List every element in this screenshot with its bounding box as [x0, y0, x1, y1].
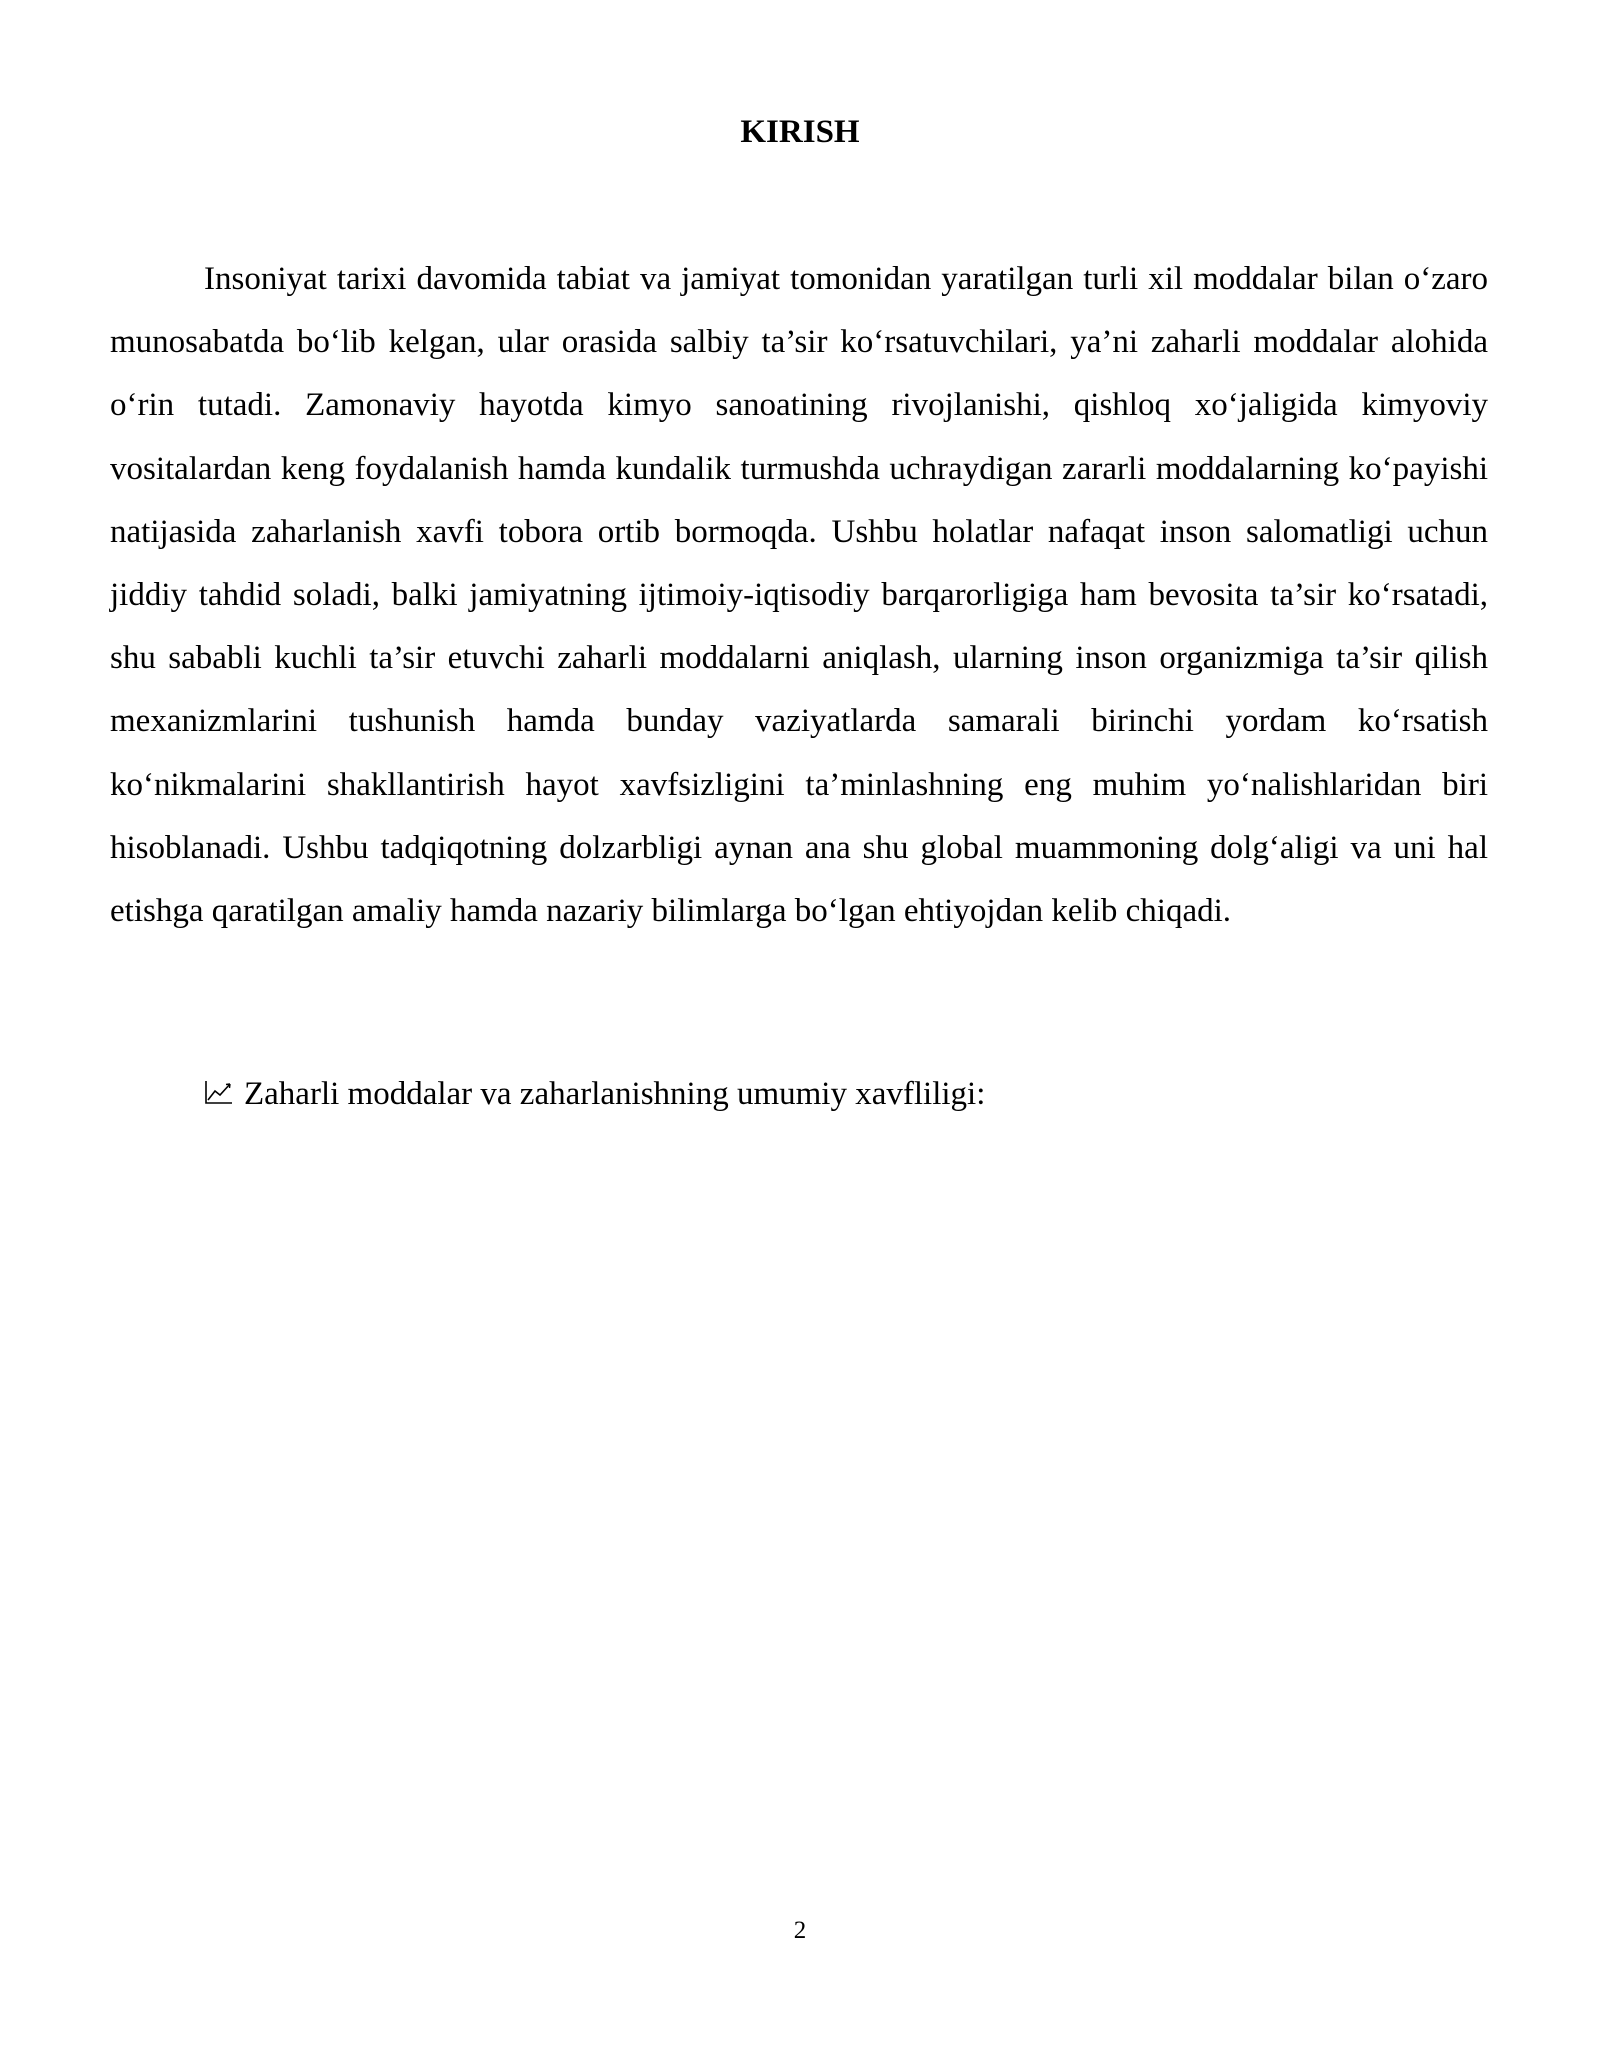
chart-increasing-icon [204, 1064, 234, 1090]
section-heading: KIRISH [740, 114, 860, 150]
bullet-item [204, 1063, 1488, 1126]
page-number: 2 [793, 1917, 807, 1944]
intro-paragraph: Insoniyat tarixi davomida tabiat va jamiyat tomonidan yaratilgan turli xil moddalar bilan o‘zaro munosabatda bo‘lib kelgan, ular orasida salbiy ta’sir ko‘rsatuvchilari, ya’ni zaharli moddalar alohida o‘rin tutadi. Zamonaviy hayotda kimyo sanoatining rivojlanishi, qishloq xo‘jaligida kimyoviy vositalardan keng foydalanish hamda kundalik turmushda uchraydigan zararli moddalarning ko‘payishi natijasida zaharlanish xavfi tobora ortib bormoqda. Ushbu holatlar nafaqat inson salomatligi uchun jiddiy tahdid soladi, balki jamiyatning ijtimoiy-iqtisodiy barqarorligiga ham bevosita ta’sir ko‘rsatadi, shu sababli kuchli ta’sir etuvchi zaharli moddalarni aniqlash, ularning inson organizmiga ta’sir qilish mexanizmlarini tushunish hamda bunday vaziyatlarda samarali birinchi yordam ko‘rsatish ko‘nikmalarini shakllantirish hayot xavfsizligini ta’minlashning eng muhim yo‘nalishlaridan biri hisoblanadi. Ushbu tadqiqotning dolzarbligi aynan ana shu global muammoning dolg‘aligi va uni hal etishga qaratilgan amaliy hamda nazariy bilimlarga bo‘lgan ehtiyojdan kelib chiqadi. [110, 261, 1488, 930]
bullet-text: Zaharli moddalar va zaharlanishning umumiy xavfliligi: [244, 1076, 986, 1112]
